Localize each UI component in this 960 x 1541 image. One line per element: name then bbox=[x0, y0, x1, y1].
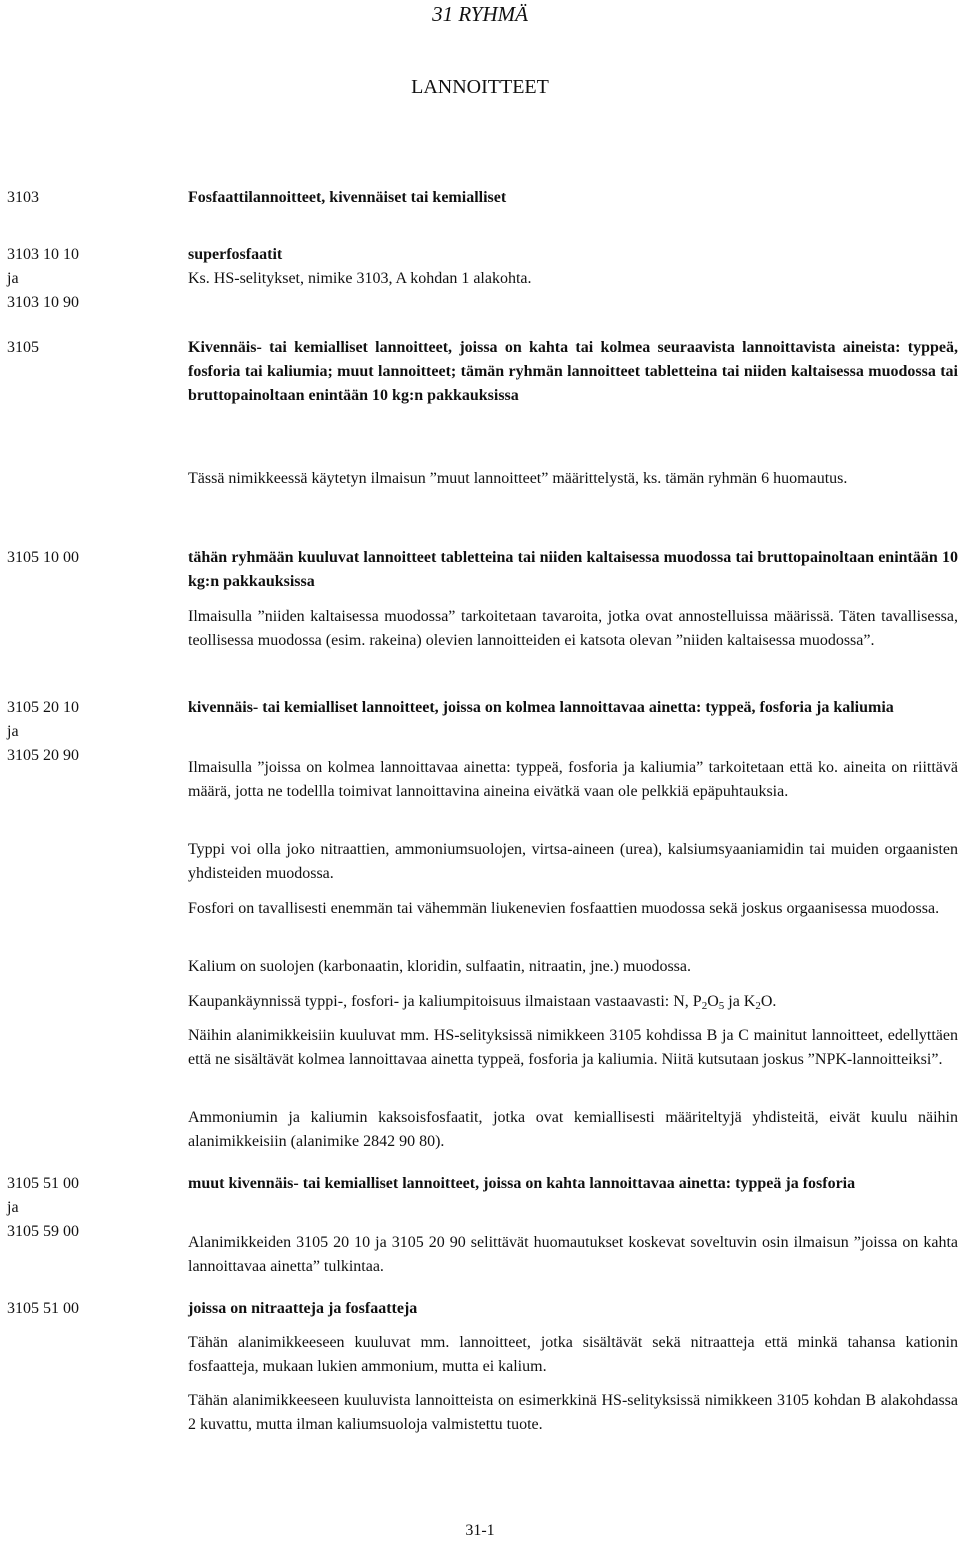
formula-text: O bbox=[707, 993, 719, 1010]
entry-paragraph: Tähän alanimikkeeseen kuuluvista lannoitteista on esimerkkinä HS-selityksissä nimikkeen 3105 kohdan B alakohdassa 2 kuvattu, mutta ilman kaliumsuoloja valmistettu tuote. bbox=[188, 1392, 958, 1433]
formula-text: ja K bbox=[724, 993, 756, 1010]
entry-note-310551: Alanimikkeiden 3105 20 10 ja 3105 20 90 selittävät huomautukset koskevat soveltuvin osin ilmaisun ”joissa on kahta lannoittavaa ainetta” tulkintaa. bbox=[188, 1234, 958, 1275]
entry-codes-310520 bbox=[7, 696, 79, 768]
code-line: ja bbox=[7, 1199, 19, 1216]
code-line: 3105 20 90 bbox=[7, 747, 79, 764]
code-line: ja bbox=[7, 723, 19, 740]
page-number: 31-1 bbox=[465, 1522, 495, 1539]
formula-subscript: 2 bbox=[701, 1000, 708, 1012]
chapter-heading: LANNOITTEET bbox=[411, 76, 549, 98]
formula-text: Kaupankäynnissä typpi-, fosfori- ja kaliumpitoisuus ilmaistaan vastaavasti: N, P bbox=[188, 993, 702, 1010]
code-line: ja bbox=[7, 270, 19, 287]
entry-paragraph: Kalium on suolojen (karbonaatin, kloridin, sulfaatin, nitraatin, jne.) muodossa. bbox=[188, 958, 692, 975]
entry-paragraph: Ilmaisulla ”joissa on kolmea lannoittavaa ainetta: typpeä, fosforia ja kaliumia” tarkoitetaan että ko. aineita on riittävä määrä, jotta ne todellla toimivat lannoittavina aineina eivätkä vaan ole pelkkiä epäpuhtauksia. bbox=[188, 759, 958, 800]
entry-title-31051000: tähän ryhmään kuuluvat lannoitteet tabletteina tai niiden kaltaisessa muodossa tai bruttopainoltaan enintään 10 kg:n pakkauksissa bbox=[188, 549, 958, 590]
formula-subscript: 2 bbox=[755, 1000, 761, 1012]
entry-paragraph: Ammoniumin ja kaliumin kaksoisfosfaatit, jotka ovat kemiallisesti määriteltyjä yhdisteitä, eivät kuulu näihin alanimikkeisiin (alanimike 2842 90 80). bbox=[188, 1109, 958, 1150]
code-line: 3105 51 00 bbox=[7, 1175, 79, 1192]
entry-title-3105: Kivennäis- tai kemialliset lannoitteet, joissa on kahta tai kolmea seuraavista lannoittavista aineista: typpeä, fosforia tai kaliumia; muut lannoitteet; tämän ryhmän lannoitteet tabletteina tai niiden kaltaisessa muodossa tai bruttopainoltaan enintään 10 kg:n pakkauksissa bbox=[188, 339, 958, 404]
entry-title-310551: muut kivennäis- tai kemialliset lannoitteet, joissa on kahta lannoittavaa ainetta: typpeä ja fosforia bbox=[188, 1175, 856, 1192]
entry-paragraph: Tähän alanimikkeeseen kuuluvat mm. lannoitteet, jotka sisältävät sekä nitraatteja että minkä tahansa kationin fosfaatteja, mukaan lukien ammonium, mutta ei kalium. bbox=[188, 1334, 958, 1375]
entry-paragraph: Fosfori on tavallisesti enemmän tai vähemmän liukenevien fosfaattien muodossa sekä joskus orgaanisessa muodossa. bbox=[188, 900, 940, 917]
entry-note-310310: Ks. HS-selitykset, nimike 3103, A kohdan 1 alakohta. bbox=[188, 270, 532, 287]
chapter-title: 31 RYHMÄ bbox=[432, 2, 528, 26]
code-line: 3103 10 10 bbox=[7, 246, 79, 263]
entry-codes-310551 bbox=[7, 1172, 79, 1244]
entry-paragraph-formula bbox=[188, 990, 958, 1014]
entry-code-3103: 3103 bbox=[7, 189, 39, 206]
entry-title-310310: superfosfaatit bbox=[188, 246, 283, 263]
entry-title-310520: kivennäis- tai kemialliset lannoitteet, joissa on kolmea lannoittavaa ainetta: typpeä, fosforia ja kaliumia bbox=[188, 699, 894, 716]
formula-subscript: 5 bbox=[718, 1000, 725, 1012]
entry-title-31055100: joissa on nitraatteja ja fosfaatteja bbox=[188, 1300, 418, 1317]
formula-text: O. bbox=[760, 993, 777, 1010]
entry-code-31051000: 3105 10 00 bbox=[7, 549, 79, 566]
code-line: 3105 20 10 bbox=[7, 699, 79, 716]
entry-title-3103: Fosfaattilannoitteet, kivennäiset tai kemialliset bbox=[188, 189, 507, 206]
entry-paragraph: Näihin alanimikkeisiin kuuluvat mm. HS-selityksissä nimikkeen 3105 kohdissa B ja C mainitut lannoitteet, edellyttäen että ne sisältävät kolmea lannoittavaa ainetta typpeä, fosforia ja kaliumia. Niitä kutsutaan joskus ”NPK-lannoitteiksi”. bbox=[188, 1027, 958, 1068]
entry-code-31055100: 3105 51 00 bbox=[7, 1300, 79, 1317]
entry-code-3105: 3105 bbox=[7, 339, 39, 356]
entry-note-3105: Tässä nimikkeessä käytetyn ilmaisun ”muut lannoitteet” määrittelystä, ks. tämän ryhmän 6 huomautus. bbox=[188, 470, 848, 487]
entry-codes-310310 bbox=[7, 243, 79, 315]
code-line: 3103 10 90 bbox=[7, 294, 79, 311]
entry-paragraph: Typpi voi olla joko nitraattien, ammoniumsuolojen, virtsa-aineen (urea), kalsiumsyaaniamidin tai muiden orgaanisten yhdisteiden muodossa. bbox=[188, 841, 958, 882]
code-line: 3105 59 00 bbox=[7, 1223, 79, 1240]
entry-note-31051000: Ilmaisulla ”niiden kaltaisessa muodossa” tarkoitetaan tavaroita, jotka ovat annostelluissa määrissä. Täten tavallisessa, teollisessa muodossa (esim. rakeina) olevien lannoitteiden ei katsota olevan ”niiden kaltaisessa muodossa”. bbox=[188, 608, 958, 649]
